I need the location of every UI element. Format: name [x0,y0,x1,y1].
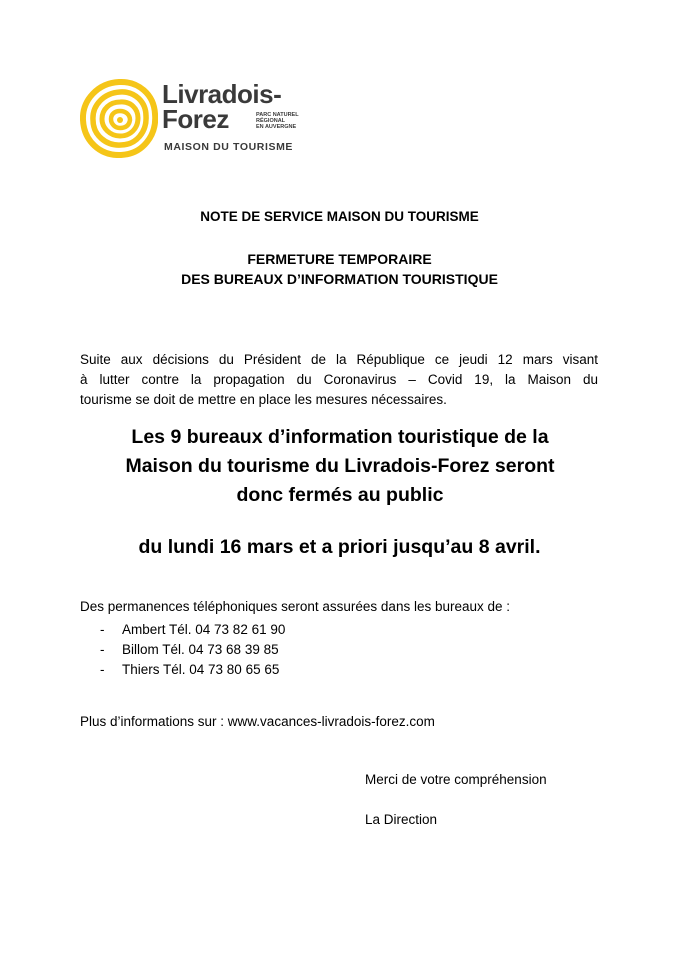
permanence-office: Billom Tél. 04 73 68 39 85 [122,642,279,657]
list-item [100,640,285,660]
list-bullet: - [100,662,105,677]
thanks-text: Merci de votre compréhension [365,772,547,787]
permanence-office: Thiers Tél. 04 73 80 65 65 [122,662,280,677]
intro-paragraph [80,350,598,410]
logo-tagline-line: PARC NATUREL [256,112,299,118]
closure-dates: du lundi 16 mars et a priori jusqu’au 8 avril. [138,536,541,558]
logo-subtitle: MAISON DU TOURISME [164,141,294,153]
organization-logo [80,78,320,158]
intro-line: tourisme se doit de mettre en place les mesures nécessaires. [80,392,447,407]
more-info-text: Plus d’informations sur : www.vacances-livradois-forez.com [80,714,435,729]
concentric-rings-logo-icon [80,78,158,158]
announcement-line: Maison du tourisme du Livradois-Forez seront [125,455,555,477]
list-bullet: - [100,622,105,637]
announcement-line: Les 9 bureaux d’information touristique de la [131,426,549,448]
logo-tagline [256,112,316,130]
announcement-line: donc fermés au public [236,484,444,506]
closure-announcement [60,423,620,510]
note-title: NOTE DE SERVICE MAISON DU TOURISME [200,209,479,224]
list-bullet: - [100,642,105,657]
intro-line: à lutter contre la propagation du Coronavirus – Covid 19, la Maison du [80,372,598,387]
list-item [100,660,285,680]
intro-line: Suite aux décisions du Président de la République ce jeudi 12 mars visant [80,352,598,367]
closure-title [0,249,679,289]
closure-title-line: FERMETURE TEMPORAIRE [247,251,432,267]
list-item [100,620,285,640]
signature: La Direction [365,812,438,827]
logo-name-line2: Forez [162,104,229,134]
logo-tagline-line: EN AUVERGNE [256,124,297,130]
permanence-office: Ambert Tél. 04 73 82 61 90 [122,622,286,637]
logo-tagline-line: RÉGIONAL [256,118,286,124]
closure-title-line: DES BUREAUX D’INFORMATION TOURISTIQUE [181,271,498,287]
logo-name-line1: Livradois- [162,79,282,109]
permanences-list [100,620,285,680]
permanences-intro: Des permanences téléphoniques seront assurées dans les bureaux de : [80,599,511,614]
